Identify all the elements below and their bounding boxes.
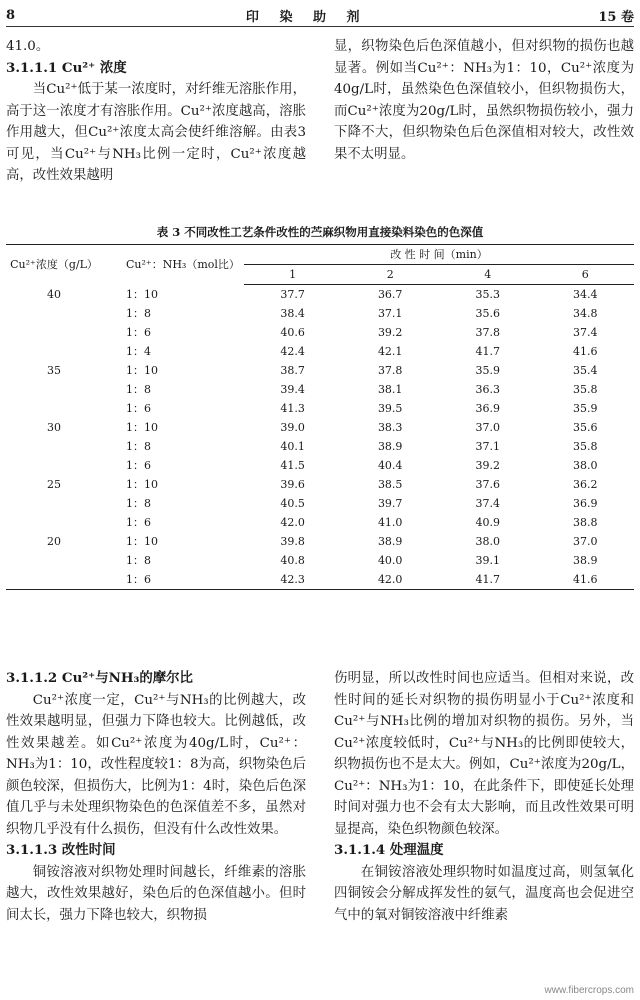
cell-value: 35.9	[475, 364, 500, 377]
cell-concentration: 20	[47, 535, 61, 548]
volume-label: 15 卷	[598, 9, 634, 25]
cell-value: 38.9	[572, 554, 598, 567]
table-row	[6, 456, 634, 475]
watermark: www.fibercrops.com	[544, 985, 634, 996]
cell-value: 41.3	[280, 402, 305, 415]
cell-value: 37.8	[377, 364, 403, 377]
cell-ratio: 1：8	[126, 440, 151, 453]
cell-value: 36.9	[572, 497, 598, 510]
col-header-concentration: Cu²⁺浓度（g/L）	[6, 245, 102, 285]
cell-value: 42.0	[280, 516, 305, 529]
section-heading-3-1-1-4: 3.1.1.4 处理温度	[334, 842, 444, 858]
cell-value: 35.6	[475, 307, 500, 320]
cell-value: 34.8	[572, 307, 598, 320]
cell-value: 39.5	[377, 402, 403, 415]
cell-ratio: 1：4	[126, 345, 151, 358]
cell-value: 40.1	[280, 440, 305, 453]
cell-value: 38.3	[377, 421, 403, 434]
col-header-ratio: Cu²⁺：NH₃（mol比）	[102, 245, 244, 285]
cell-value: 40.8	[280, 554, 305, 567]
cell-value: 37.1	[475, 440, 500, 453]
table-row	[6, 418, 634, 437]
cell-value: 41.7	[439, 570, 537, 590]
bottom-right-column	[334, 668, 634, 926]
cell-value: 40.5	[280, 497, 305, 510]
cell-concentration	[6, 323, 102, 342]
cell-value: 37.1	[377, 307, 403, 320]
col-header-time: 6	[536, 265, 634, 285]
body-paragraph: 铜铵溶液对织物处理时间越长，纤维素的溶胀越大，改性效果越好，染色后的色深值越小。但时间太长，强力下降也较大，织物损	[6, 864, 306, 923]
table-row	[6, 494, 634, 513]
cell-value: 41.5	[280, 459, 305, 472]
cell-value: 35.3	[475, 288, 500, 301]
cell-value: 41.0	[377, 516, 403, 529]
cell-value: 35.8	[572, 440, 598, 453]
cell-ratio: 1：10	[126, 421, 158, 434]
cell-value: 38.7	[280, 364, 305, 377]
cell-value: 35.4	[572, 364, 598, 377]
cell-ratio: 1：6	[126, 326, 151, 339]
cell-value: 37.8	[475, 326, 500, 339]
cell-value: 40.4	[377, 459, 403, 472]
cell-ratio: 1：10	[126, 287, 158, 301]
cell-value: 37.0	[572, 535, 598, 548]
cell-ratio: 1：8	[126, 497, 151, 510]
cell-value: 35.6	[572, 421, 598, 434]
cell-value: 41.7	[475, 345, 500, 358]
cell-concentration	[6, 513, 102, 532]
cell-ratio: 1：8	[126, 554, 151, 567]
cell-ratio: 1：10	[126, 535, 158, 548]
cell-value: 39.1	[475, 554, 500, 567]
cell-value: 36.9	[475, 402, 500, 415]
continued-text: 41.0。	[6, 39, 50, 54]
cell-value: 39.6	[280, 478, 305, 491]
bottom-left-column	[6, 668, 306, 926]
col-header-time: 1	[244, 265, 342, 285]
cell-ratio: 1：6	[102, 570, 244, 590]
table-row	[6, 551, 634, 570]
section-heading-3-1-1-3: 3.1.1.3 改性时间	[6, 842, 116, 858]
cell-concentration	[6, 304, 102, 323]
table-row	[6, 361, 634, 380]
cell-value: 42.3	[244, 570, 342, 590]
cell-ratio: 1：6	[126, 402, 151, 415]
page-header	[6, 4, 634, 27]
top-right-column	[334, 36, 634, 165]
cell-concentration	[6, 456, 102, 475]
cell-value: 41.6	[572, 345, 598, 358]
body-paragraph: 当Cu²⁺低于某一浓度时，对纤维无溶胀作用，高于这一浓度才有溶胀作用。Cu²⁺浓度越高，溶胀作用越大，但Cu²⁺浓度太高会使纤维溶解。由表3可见，当Cu²⁺与NH₃比例一定时，Cu²⁺浓度越高，改性效果越明	[6, 82, 306, 183]
cell-concentration	[6, 494, 102, 513]
cell-concentration	[6, 437, 102, 456]
table-row	[6, 532, 634, 551]
journal-title: 印 染 助 剂	[245, 9, 368, 25]
cell-ratio: 1：8	[126, 383, 151, 396]
table-row	[6, 323, 634, 342]
cell-value: 37.4	[572, 326, 598, 339]
table-row	[6, 475, 634, 494]
cell-ratio: 1：10	[126, 364, 158, 377]
body-paragraph: 显，织物染色后色深值越小，但对织物的损伤也越显著。例如当Cu²⁺：NH₃为1：10，Cu²⁺浓度为40g/L时，虽然染色色深值较小，但织物损伤大，而Cu²⁺浓度为20g/L时，虽然织物损伤较小，强力下降不大，但织物染色后色深值相对较大，改性效果不太明显。	[334, 39, 634, 162]
table-row	[6, 513, 634, 532]
cell-value: 34.4	[572, 288, 598, 301]
cell-ratio: 1：8	[126, 307, 151, 320]
col-header-time-group: 改 性 时 间（min）	[244, 245, 634, 265]
top-left-column	[6, 36, 306, 187]
cell-value: 36.2	[572, 478, 598, 491]
body-paragraph: 伤明显，所以改性时间也应适当。但相对来说，改性时间的延长对织物的损伤明显小于Cu²⁺浓度和Cu²⁺与NH₃比例的增加对织物的损伤。另外，当Cu²⁺浓度较低时，Cu²⁺与NH₃的比例即使较大，织物损伤也不是太大。例如，Cu²⁺浓度为20g/L，Cu²⁺：NH₃为1：10，在此条件下，即使延长处理时间对强力也不会有太大影响，而且改性效果可明显提高，染色织物颜色较深。	[334, 671, 634, 837]
cell-concentration	[6, 380, 102, 399]
cell-value: 36.7	[377, 288, 403, 301]
cell-value: 40.9	[475, 516, 500, 529]
body-paragraph: Cu²⁺浓度一定，Cu²⁺与NH₃的比例越大，改性效果越明显，但强力下降也较大。比例越低，改性效果越差。如Cu²⁺浓度为40g/L时，Cu²⁺：NH₃为1：10，改性程度较1：8为高，织物染色后颜色较深，但损伤大，比例为1：4时，染色后色深值几乎与未处理织物染色的色深值差不多，虽然对织物几乎没有什么损伤，但没有什么改性效果。	[6, 692, 306, 837]
cell-value: 38.8	[572, 516, 598, 529]
cell-value: 35.8	[572, 383, 598, 396]
cell-value: 38.5	[377, 478, 403, 491]
cell-value: 41.6	[536, 570, 634, 590]
cell-value: 38.4	[280, 307, 305, 320]
cell-ratio: 1：6	[126, 516, 151, 529]
cell-concentration: 30	[47, 421, 61, 434]
cell-value: 37.6	[475, 478, 500, 491]
col-header-time: 4	[439, 265, 537, 285]
page-number: 8	[6, 7, 16, 23]
cell-value: 39.2	[475, 459, 500, 472]
cell-concentration: 25	[47, 478, 61, 491]
cell-value: 37.4	[475, 497, 500, 510]
cell-value: 35.9	[572, 402, 598, 415]
cell-concentration	[6, 551, 102, 570]
cell-value: 40.6	[280, 326, 305, 339]
cell-value: 38.9	[377, 440, 403, 453]
table-body	[6, 285, 634, 590]
cell-value: 39.0	[280, 421, 305, 434]
data-table	[6, 244, 634, 590]
table-row	[6, 399, 634, 418]
cell-value: 42.0	[341, 570, 439, 590]
cell-concentration	[6, 399, 102, 418]
cell-value: 39.2	[377, 326, 403, 339]
cell-value: 37.0	[475, 421, 500, 434]
cell-concentration	[6, 570, 102, 590]
table-row	[6, 570, 634, 590]
table-row	[6, 304, 634, 323]
cell-ratio: 1：6	[126, 459, 151, 472]
table-row	[6, 380, 634, 399]
cell-concentration	[6, 342, 102, 361]
cell-value: 38.1	[377, 383, 403, 396]
table-caption: 表 3 不同改性工艺条件改性的苎麻织物用直接染料染色的色深值	[156, 225, 484, 239]
cell-value: 39.7	[377, 497, 403, 510]
table-row	[6, 342, 634, 361]
cell-value: 42.1	[377, 345, 403, 358]
section-heading-3-1-1-1: 3.1.1.1 Cu²⁺ 浓度	[6, 59, 127, 76]
table-row	[6, 285, 634, 305]
cell-value: 38.9	[377, 535, 403, 548]
cell-value: 39.8	[280, 535, 305, 548]
cell-concentration: 40	[47, 287, 61, 301]
col-header-time: 2	[341, 265, 439, 285]
cell-value: 39.4	[280, 383, 305, 396]
body-paragraph: 在铜铵溶液处理织物时如温度过高，则氢氧化四铜铵会分解成挥发性的氨气，温度高也会促进空气中的氧对铜铵溶液中纤维素	[334, 864, 634, 923]
cell-value: 38.0	[475, 535, 500, 548]
table-row	[6, 437, 634, 456]
cell-value: 37.7	[280, 288, 305, 301]
section-heading-3-1-1-2: 3.1.1.2 Cu²⁺与NH₃的摩尔比	[6, 670, 193, 686]
cell-concentration: 35	[47, 364, 61, 377]
cell-value: 36.3	[475, 383, 500, 396]
cell-value: 38.0	[572, 459, 598, 472]
cell-ratio: 1：10	[126, 478, 158, 491]
cell-value: 42.4	[280, 345, 305, 358]
cell-value: 40.0	[377, 554, 403, 567]
